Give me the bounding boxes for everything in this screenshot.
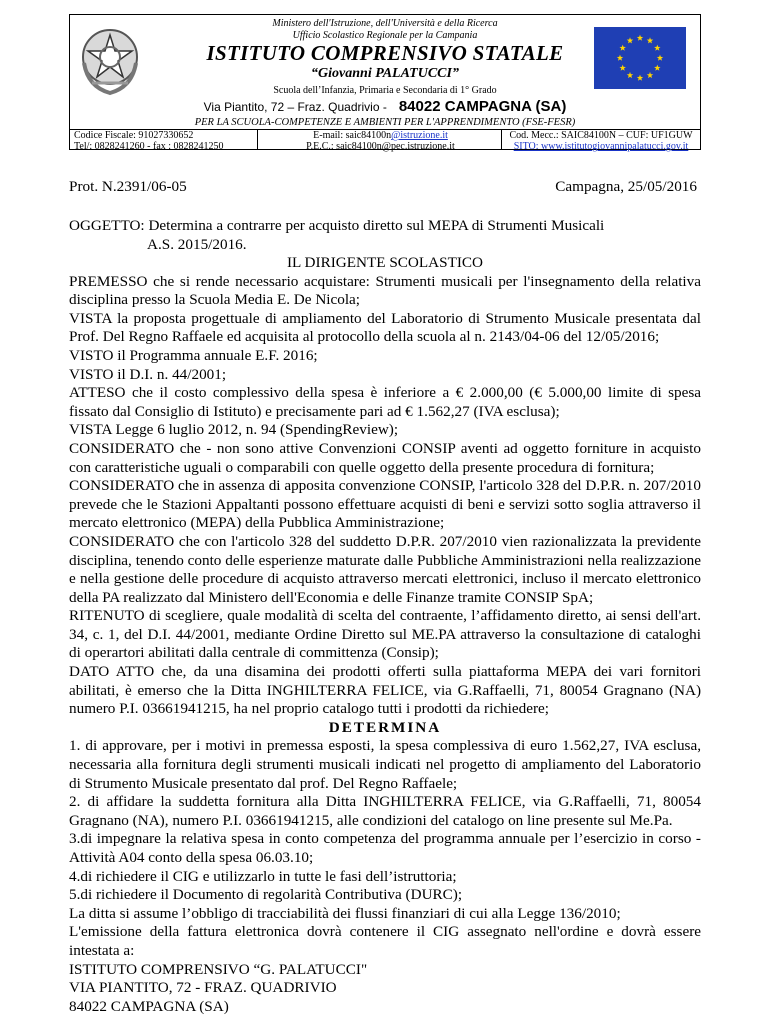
school-name: ISTITUTO COMPRENSIVO STATALE [206, 41, 564, 65]
premise-paragraph: ATTESO che il costo complessivo della spesa è inferiore a € 2.000,00 (€ 5.000,00 limite di spesa fissato dal Consiglio di Istituto) e precisamente pari ad € 1.562,27 (IVA esclusa); [69, 384, 701, 420]
decision-item: 1. di approvare, per i motivi in premessa esposti, la spesa complessiva di euro 1.562,27, IVA esclusa, necessaria alla fornitura degli strumenti musicali indicati nel progetto di ampliamento del Laboratorio di Strumento Musicale presentato dal prof. Del Regno Raffaele; [69, 737, 701, 792]
decision-item: La ditta si assume l’obbligo di tracciabilità dei flussi finanziari di cui alla Legge 136/2010; [69, 904, 621, 922]
decision-item: L'emissione della fattura elettronica dovrà contenere il CIG assegnato nell'ordine e dovrà essere intestata a: [69, 923, 701, 959]
decision-item: 3.di impegnare la relativa spesa in conto competenza del programma annuale per l’esercizio in corso - Attività A04 conto della spesa 06.03.10; [69, 830, 701, 866]
signatory-title: IL DIRIGENTE SCOLASTICO [286, 254, 483, 271]
ministry-name: Ministero dell'Istruzione, dell'Università e della Ricerca [272, 18, 498, 29]
premise-paragraph: CONSIDERATO che con l'articolo 328 del suddetto D.P.R. 207/2010 vien razionalizzata la previdente disciplina, tenendo conto delle esperienze maturate dalle Pubbliche Amministrazioni nella realizzazione e nella gestione delle procedure di acquisto attraverso mercati elettronici, incluso il mercato elettronico della PA realizzato dal Ministero dell'Economia e delle Finanze tramite CONSIP SpA; [69, 532, 701, 606]
contact-info [262, 130, 499, 152]
city-address: 84022 CAMPAGNA (SA) [398, 98, 567, 115]
fiscal-code: Codice Fiscale: 91027330652 [74, 130, 194, 141]
premise-paragraph: RITENUTO di scegliere, quale modalità di scelta del contraente, l’affidamento diretto, ai sensi dell'art. 34, c. 1, del D.I. 44/2001, mediante Ordine Diretto sul ME.PA attraverso la consultazione di cataloghi di operartori abilitati dalla centrale di committenza (Consip); [69, 607, 701, 662]
regional-office: Ufficio Scolastico Regionale per la Campania [292, 30, 478, 41]
premise-paragraph: CONSIDERATO che in assenza di apposita convenzione CONSIP, l'articolo 328 del D.P.R. n. 207/2010 prevede che le Stazioni Appaltanti possono effettuare acquisti di beni e servizi sotto soglia attraverso il mercato elettronico (MEPA) della Pubblica Amministrazione; [69, 477, 701, 532]
email-link[interactable]: @istruzione.it [391, 130, 448, 141]
decision-item: 4.di richiedere il CIG e utilizzarlo in tutte le fasi dell’istruttoria; [69, 867, 457, 885]
premise-paragraph: PREMESSO che si rende necessario acquistare: Strumenti musicali per l'insegnamento della relativa disciplina presso la Scuola Media E. De Nicola; [69, 272, 701, 309]
premise-paragraph: CONSIDERATO che - non sono attive Convenzioni CONSIP aventi ad oggetto forniture in acquisto con caratteristiche uguali o comparabili con quelle oggetto della presente procedura di fornitura; [69, 439, 701, 476]
invoice-address-line: 84022 CAMPAGNA (SA) [69, 997, 229, 1015]
protocol-line [69, 178, 701, 197]
date-place: Campagna, 25/05/2016 [555, 178, 697, 195]
pec-email: P.E.C.: saic84100n@pec.istruzione.it [306, 141, 455, 152]
premise-paragraph: DATO ATTO che, da una disamina dei prodotti offerti sulla piattaforma MEPA dei vari fornitori abilitati, è emerso che la Ditta INGHILTERRA FELICE, via G.Raffaelli, 71, 80054 Gragnano (NA) numero P.I. 03661941215, ha nel proprio catalogo tutti i prodotti da richiedere; [69, 663, 701, 718]
divider [257, 129, 258, 150]
codes-info [504, 130, 698, 152]
divider [501, 129, 502, 150]
premise-paragraph: VISTO il D.I. n. 44/2001; [69, 365, 227, 383]
subject-year: A.S. 2015/2016. [147, 235, 247, 253]
protocol-number: Prot. N.2391/06-05 [69, 178, 187, 195]
fiscal-info [74, 130, 224, 152]
document-body [69, 236, 701, 1016]
street-address: Via Piantito, 72 – Fraz. Quadrivio - [203, 100, 387, 114]
mecc-code: Cod. Mecc.: SAIC84100N – CUF: UF1GUW [509, 130, 693, 141]
decision-item: 5.di richiedere il Documento di regolarità Contributiva (DURC); [69, 886, 463, 904]
program-line: PER LA SCUOLA-COMPETENZE E AMBIENTI PER L'APPRENDIMENTO (FSE-FESR) [194, 117, 576, 128]
invoice-address-line: VIA PIANTITO, 72 - FRAZ. QUADRIVIO [69, 979, 337, 997]
premise-paragraph: VISTA la proposta progettuale di ampliamento del Laboratorio di Strumento Musicale presentata dal Prof. Del Regno Raffaele ed acquisita al protocollo della scuola al n. 2143/04-06 del 12/05/2016; [69, 309, 701, 346]
phone-fax: Tel/: 0828241260 - fax : 0828241250 [74, 141, 224, 152]
email-label: E-mail: saic84100n [313, 130, 392, 141]
school-subname: “Giovanni PALATUCCI” [311, 66, 459, 81]
school-address [70, 98, 700, 115]
premise-paragraph: VISTO il Programma annuale E.F. 2016; [69, 346, 318, 364]
determina-heading: DETERMINA [328, 718, 442, 736]
letterhead [69, 14, 701, 150]
premise-paragraph: VISTA Legge 6 luglio 2012, n. 94 (SpendingReview); [69, 421, 399, 439]
subject-line: OGGETTO: Determina a contrarre per acquisto diretto sul MEPA di Strumenti Musicali [69, 217, 605, 234]
school-levels: Scuola dell’Infanzia, Primaria e Secondaria di 1° Grado [273, 85, 497, 96]
invoice-address-line: ISTITUTO COMPRENSIVO “G. PALATUCCI" [69, 960, 368, 978]
email [262, 130, 499, 141]
decision-item: 2. di affidare la suddetta fornitura alla Ditta INGHILTERRA FELICE, via G.Raffaelli, 71, 80054 Gragnano (NA), numero P.I. 03661941215, alle condizioni del catalogo on line presente sul Me.Pa. [69, 793, 701, 829]
website-link[interactable]: SITO: www.istitutogiovannipalatucci.gov.it [513, 141, 689, 152]
